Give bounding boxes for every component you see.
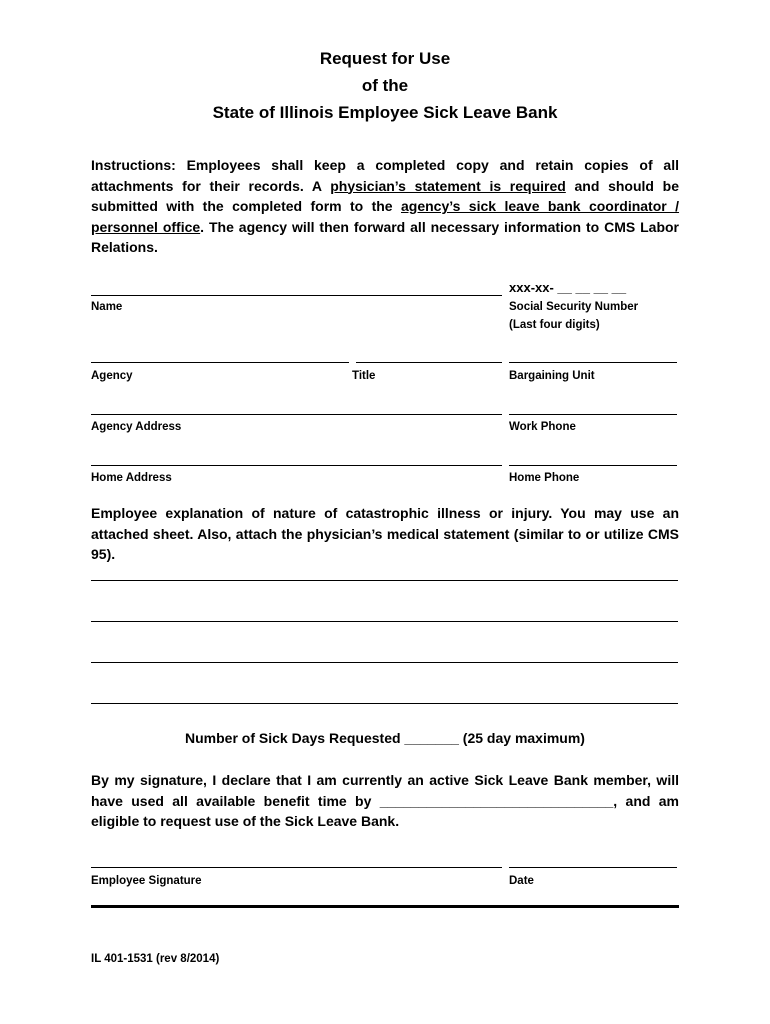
title-field[interactable]: [356, 362, 502, 363]
bargaining-unit-label: Bargaining Unit: [509, 370, 595, 382]
title-line-1: Request for Use: [319, 49, 451, 68]
explanation-text: Employee explanation of nature of catastrophic illness or injury. You may use an attached sheet. Also, attach the physician’s medical statement (similar to or utilize CMS 95).: [91, 505, 679, 562]
physician-statement-note: physician’s statement is required: [330, 177, 566, 194]
instructions-mid: and should be submitted with the completed form to the: [91, 177, 679, 214]
agency-label: Agency: [91, 370, 133, 382]
title-line-3: State of Illinois Employee Sick Leave Bank: [212, 103, 558, 122]
work-phone-label: Work Phone: [509, 421, 576, 433]
bargaining-unit-field[interactable]: [509, 362, 677, 363]
section-divider: [91, 905, 679, 908]
work-phone-field[interactable]: [509, 414, 677, 415]
sick-days-requested[interactable]: Number of Sick Days Requested _______ (25 day maximum): [185, 730, 585, 746]
home-phone-label: Home Phone: [509, 472, 580, 484]
employee-signature-field[interactable]: [91, 867, 502, 868]
instructions-tail: . The agency will then forward all necessary information to CMS Labor Relations.: [91, 218, 679, 255]
ssn-field[interactable]: xxx-xx- __ __ __ __: [509, 280, 627, 295]
explanation-line-1[interactable]: [91, 580, 678, 581]
title-label: Title: [352, 370, 376, 382]
form-title: [0, 45, 770, 126]
home-address-field[interactable]: [91, 465, 502, 466]
date-field[interactable]: [509, 867, 677, 868]
form-number: IL 401-1531 (rev 8/2014): [91, 953, 220, 965]
explanation-line-3[interactable]: [91, 662, 678, 663]
instructions-lead: Instructions: Employees shall keep a completed copy and retain copies of all attachments for their records. A: [91, 157, 679, 194]
home-phone-field[interactable]: [509, 465, 677, 466]
ssn-sublabel: (Last four digits): [509, 319, 600, 331]
explanation-line-2[interactable]: [91, 621, 678, 622]
agency-address-field[interactable]: [91, 414, 502, 415]
declaration-text: By my signature, I declare that I am currently an active Sick Leave Bank member, will have used all available benefit time by ______________________________, and am eligible to request use of the Sick Leave Bank.: [91, 772, 679, 829]
agency-address-label: Agency Address: [91, 421, 182, 433]
employee-signature-label: Employee Signature: [91, 875, 202, 887]
ssn-label: Social Security Number: [509, 301, 639, 313]
name-field[interactable]: [91, 295, 502, 296]
date-label: Date: [509, 875, 534, 887]
title-line-2: of the: [361, 76, 409, 95]
explanation-line-4[interactable]: [91, 703, 678, 704]
coordinator-note: agency’s sick leave bank coordinator / personnel office: [91, 198, 680, 235]
name-label: Name: [91, 301, 123, 313]
home-address-label: Home Address: [91, 472, 172, 484]
instructions-paragraph: [91, 155, 679, 258]
agency-field[interactable]: [91, 362, 349, 363]
